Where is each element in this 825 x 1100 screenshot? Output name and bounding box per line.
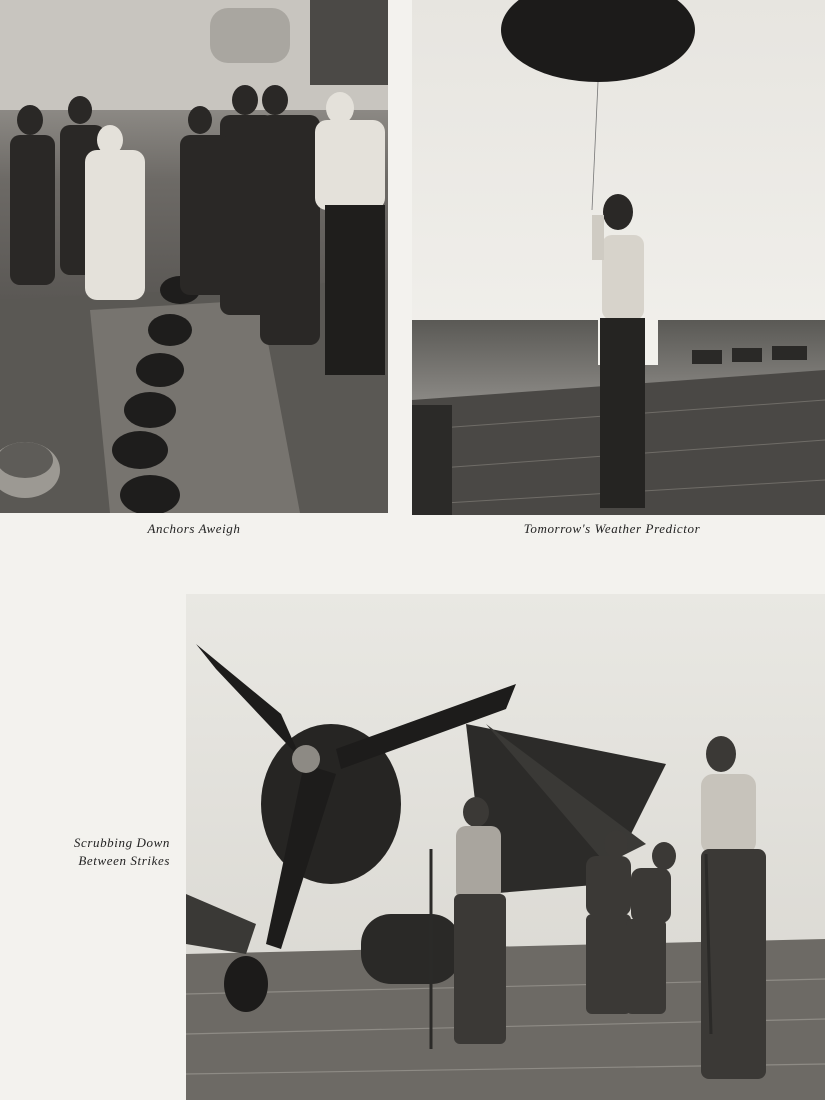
scrubbing-caption-line-2: Between Strikes xyxy=(78,853,170,868)
deck-scrubbing-photo xyxy=(186,594,825,1100)
weather-balloon-photo xyxy=(412,0,825,515)
scrubbing-caption xyxy=(20,834,170,870)
anchor-crew-photo xyxy=(0,0,388,513)
anchors-caption: Anchors Aweigh xyxy=(147,521,241,536)
scrubbing-caption-line-1: Scrubbing Down xyxy=(73,835,170,850)
weather-caption: Tomorrow's Weather Predictor xyxy=(523,521,701,536)
